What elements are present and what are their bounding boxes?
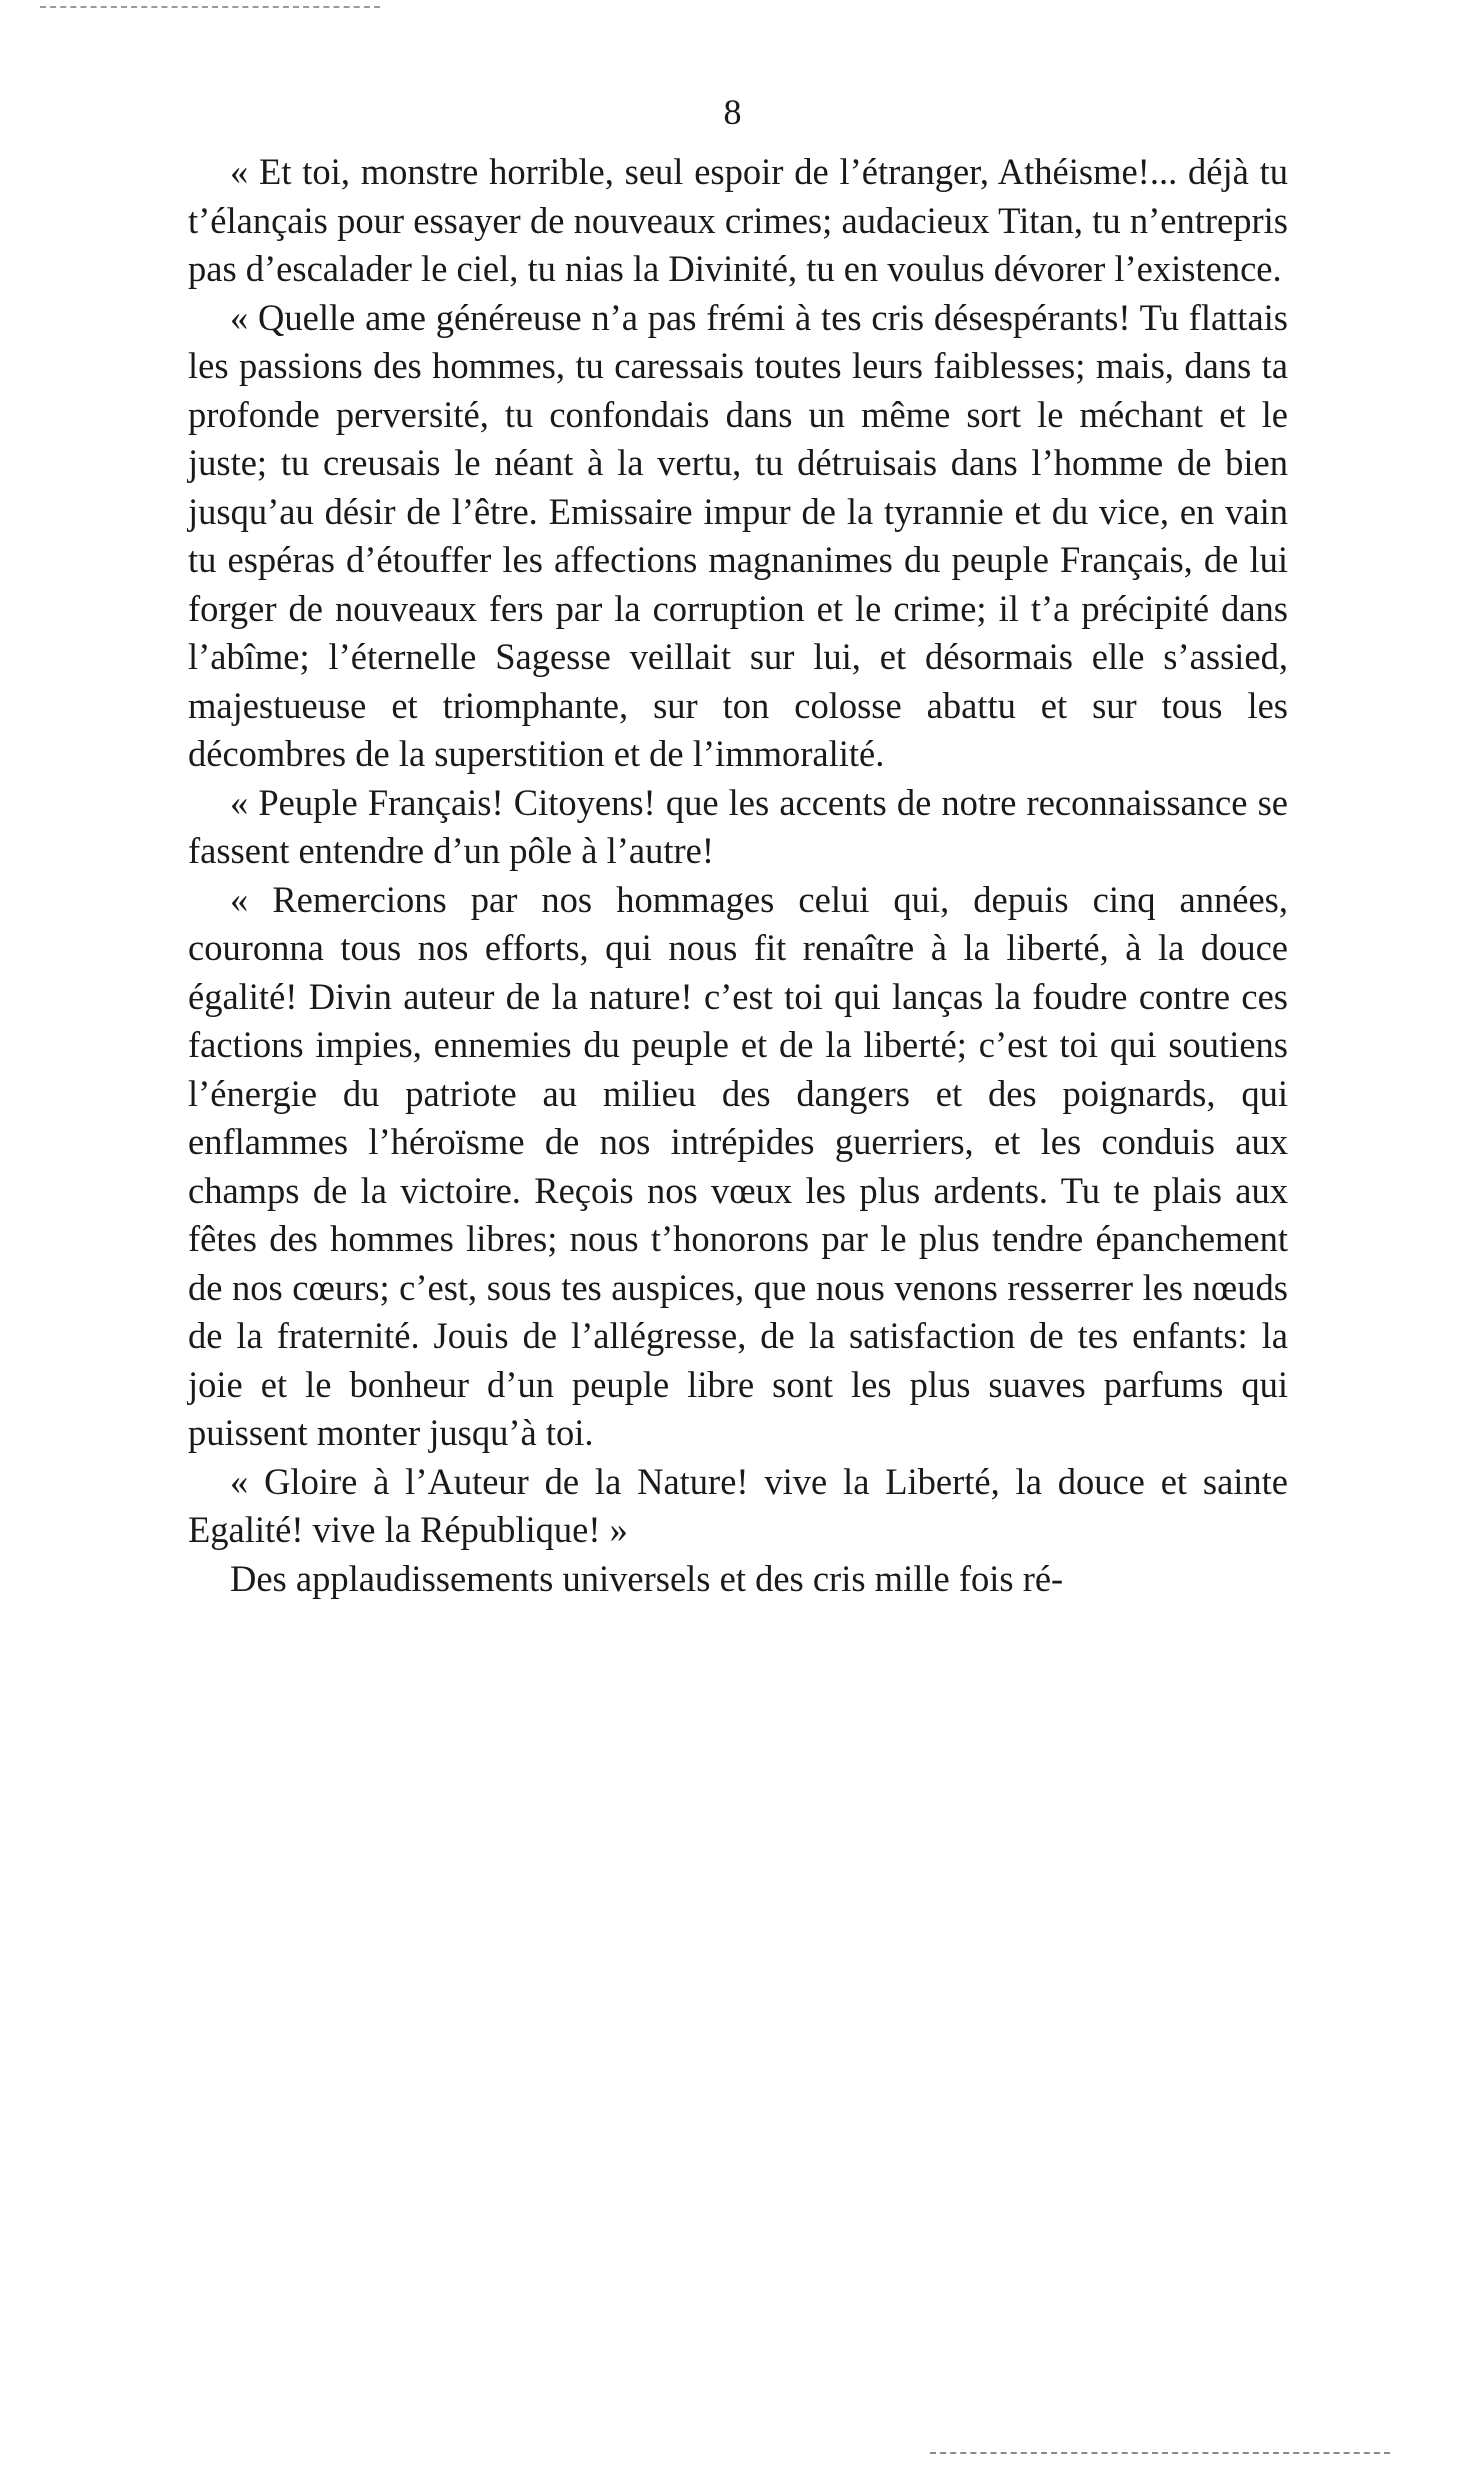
body-text (188, 148, 1288, 1603)
paragraph-remercions: « Remercions par nos hommages celui qui, depuis cinq années, couronna tous nos efforts, qui nous fit renaître à la liberté, à la douce égalité! Divin auteur de la nature! c’est toi qui lanças la foudre contre ces factions impies, ennemies du peuple et de la liberté; c’est toi qui soutiens l’énergie du patriote au milieu des dangers et des poignards, qui enflammes l’héroïsme de nos intrépides guerriers, et les conduis aux champs de la victoire. Reçois nos vœux les plus ardents. Tu te plais aux fêtes des hommes libres; nous t’honorons par le plus tendre épanchement de nos cœurs; c’est, sous tes auspices, que nous venons resserrer les nœuds de la fraternité. Jouis de l’allégresse, de la satisfaction de tes enfants: la joie et le bonheur d’un peuple libre sont les plus suaves parfums qui puissent monter jusqu’à toi. (188, 878, 1288, 1453)
bottom-edge-rule (930, 2452, 1390, 2454)
top-edge-rule (40, 6, 380, 8)
page-number: 8 (723, 92, 742, 132)
paragraph-applaudissements: Des applaudissements universels et des cris mille fois ré- (230, 1557, 1064, 1599)
paragraph-gloire: « Gloire à l’Auteur de la Nature! vive la Liberté, la douce et sainte Egalité! vive la République! » (188, 1460, 1288, 1550)
paragraph-peuple-francais: « Peuple Français! Citoyens! que les accents de notre reconnaissance se fassent entendre d’un pôle à l’autre! (188, 781, 1288, 871)
paragraph-ame-genereuse: « Quelle ame généreuse n’a pas frémi à tes cris désespérants! Tu flattais les passions des hommes, tu caressais toutes leurs faiblesses; mais, dans ta profonde perversité, tu confondais dans un même sort le méchant et le juste; tu creusais le néant à la vertu, tu détruisais dans l’homme de bien jusqu’au désir de l’être. Emissaire impur de la tyrannie et du vice, en vain tu espéras d’étouffer les affections magnanimes du peuple Français, de lui forger de nouveaux fers par la corruption et le crime; il t’a précipité dans l’abîme; l’éternelle Sagesse veillait sur lui, et désormais elle s’assied, majestueuse et triomphante, sur ton colosse abattu et sur tous les décombres de la superstition et de l’immoralité. (188, 296, 1288, 774)
paragraph-atheisme: « Et toi, monstre horrible, seul espoir de l’étranger, Athéisme!... déjà tu t’élançais pour essayer de nouveaux crimes; audacieux Titan, tu n’entrepris pas d’escalader le ciel, tu nias la Divinité, tu en voulus dévorer l’existence. (188, 151, 1288, 289)
